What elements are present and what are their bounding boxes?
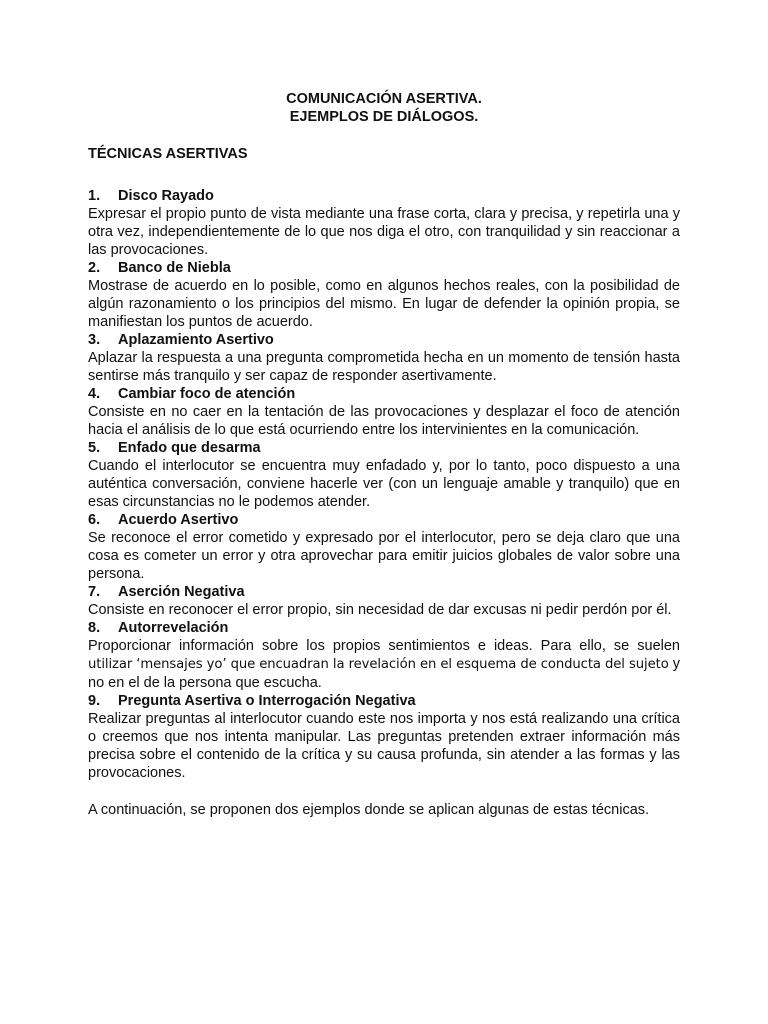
title-line-1: COMUNICACIÓN ASERTIVA.	[286, 91, 482, 107]
technique-title: Autorrevelación	[118, 620, 229, 636]
technique-heading	[88, 259, 680, 277]
technique-description: Consiste en no caer en la tentación de las provocaciones y desplazar el foco de atención hacia el análisis de lo que está ocurriendo entre los intervinientes en la comunicación.	[88, 404, 680, 438]
technique-8	[88, 619, 680, 692]
technique-heading	[88, 511, 680, 529]
technique-number: 9.	[88, 693, 101, 709]
technique-heading	[88, 187, 680, 205]
technique-description: Se reconoce el error cometido y expresado por el interlocutor, pero se deja claro que una cosa es cometer un error y otra aprovechar para emitir juicios globales de valor sobre una persona.	[88, 530, 680, 582]
closing-paragraph: A continuación, se proponen dos ejemplos donde se aplican algunas de estas técnicas.	[88, 802, 650, 818]
section-heading: TÉCNICAS ASERTIVAS	[88, 146, 248, 162]
technique-number: 8.	[88, 620, 101, 636]
technique-heading	[88, 385, 680, 403]
title-line-2: EJEMPLOS DE DIÁLOGOS.	[289, 109, 479, 125]
technique-title: Aplazamiento Asertivo	[118, 332, 274, 348]
technique-heading	[88, 331, 680, 349]
technique-number: 3.	[88, 332, 101, 348]
description-part-2: utilizar ‘mensajes yo’ que encuadran la revelación en el esquema de conducta del sujeto	[88, 657, 669, 672]
technique-1	[88, 187, 680, 259]
technique-2	[88, 259, 680, 331]
technique-number: 5.	[88, 440, 101, 456]
technique-title: Banco de Niebla	[118, 260, 231, 276]
technique-number: 1.	[88, 188, 101, 204]
technique-heading	[88, 583, 680, 601]
technique-description: Consiste en reconocer el error propio, sin necesidad de dar excusas ni pedir perdón por él.	[88, 602, 672, 618]
document-page	[88, 90, 680, 819]
technique-4	[88, 385, 680, 439]
description-part-3: y no en el de la persona que escucha.	[88, 656, 681, 691]
technique-heading	[88, 692, 680, 710]
technique-number: 6.	[88, 512, 101, 528]
technique-description: Realizar preguntas al interlocutor cuando este nos importa y nos está realizando una crítica o creemos que nos intenta manipular. Las preguntas pretenden extraer información más precisa sobre el contenido de la crítica y su causa profunda, sin atender a las formas y las provocaciones.	[88, 711, 680, 781]
technique-title: Cambiar foco de atención	[118, 386, 296, 402]
technique-heading	[88, 439, 680, 457]
technique-title: Aserción Negativa	[118, 584, 245, 600]
technique-title: Acuerdo Asertivo	[118, 512, 239, 528]
technique-description: Mostrase de acuerdo en lo posible, como en algunos hechos reales, con la posibilidad de algún razonamiento o los principios del mismo. En lugar de defender la opinión propia, se manifiestan los puntos de acuerdo.	[88, 278, 680, 330]
technique-number: 7.	[88, 584, 101, 600]
technique-5	[88, 439, 680, 511]
technique-6	[88, 511, 680, 583]
technique-heading	[88, 619, 680, 637]
technique-7	[88, 583, 680, 619]
document-title	[88, 90, 680, 126]
technique-title: Pregunta Asertiva o Interrogación Negativa	[118, 693, 416, 709]
technique-3	[88, 331, 680, 385]
technique-number: 2.	[88, 260, 101, 276]
technique-title: Enfado que desarma	[118, 440, 261, 456]
technique-description: Aplazar la respuesta a una pregunta comprometida hecha en un momento de tensión hasta sentirse más tranquilo y ser capaz de responder asertivamente.	[88, 350, 680, 384]
technique-description: Cuando el interlocutor se encuentra muy enfadado y, por lo tanto, poco dispuesto a una auténtica conversación, conviene hacerle ver (con un lenguaje amable y tranquilo) que en esas circunstancias no le podemos atender.	[88, 458, 680, 510]
technique-number: 4.	[88, 386, 101, 402]
technique-description	[88, 637, 680, 692]
description-part-1: Proporcionar información sobre los propios sentimientos e ideas. Para ello, se suelen	[88, 638, 680, 654]
technique-description: Expresar el propio punto de vista mediante una frase corta, clara y precisa, y repetirla una y otra vez, independientemente de lo que nos diga el otro, con tranquilidad y sin reaccionar a las provocaciones.	[88, 206, 680, 258]
technique-9	[88, 692, 680, 782]
technique-title: Disco Rayado	[118, 188, 214, 204]
